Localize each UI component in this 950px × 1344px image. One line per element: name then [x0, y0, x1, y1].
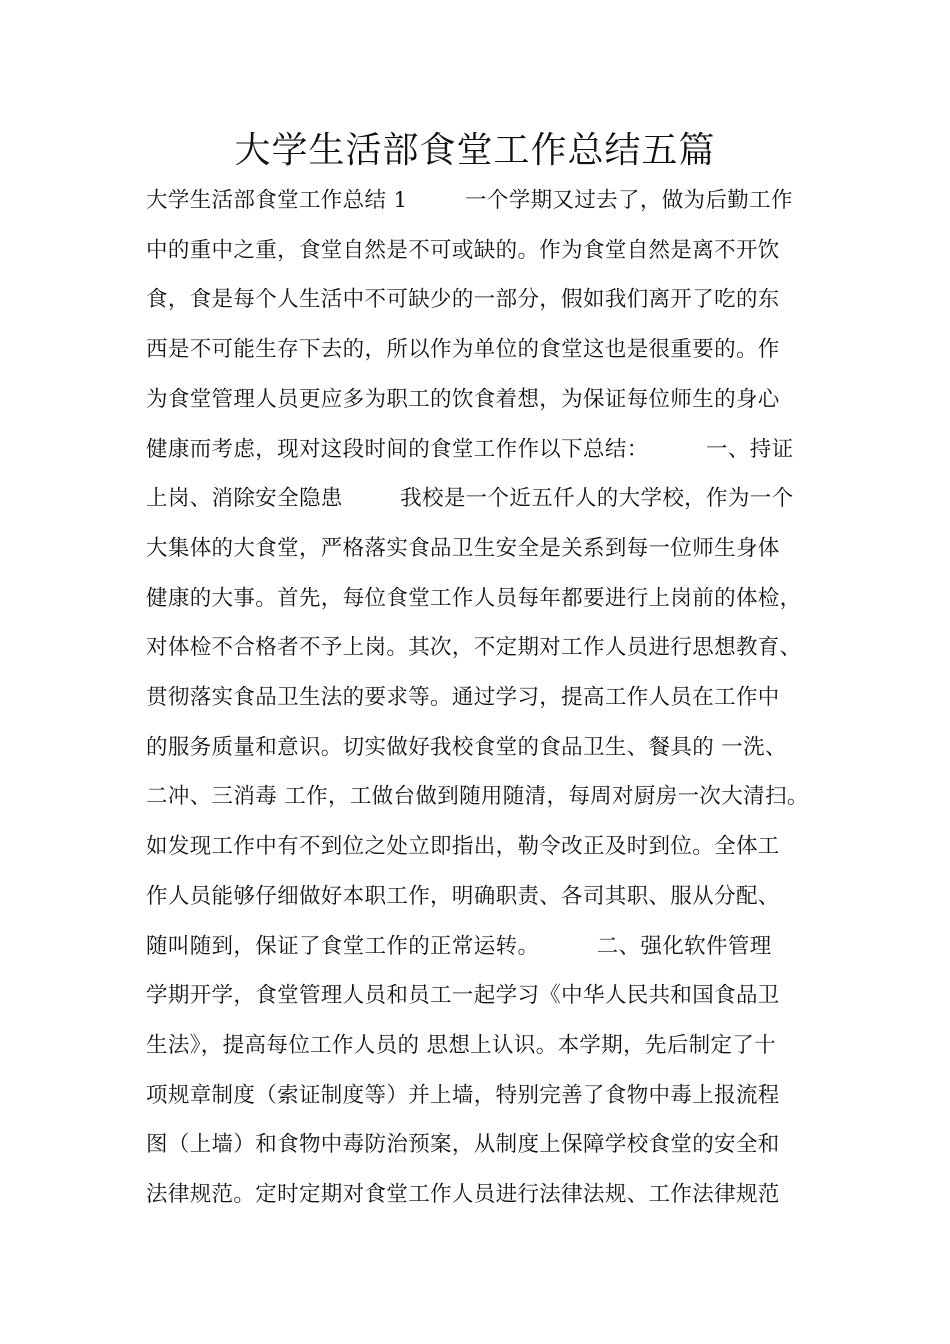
body-line: 的服务质量和意识。切实做好我校食堂的食品卫生、餐具的 一洗、 — [146, 734, 787, 760]
body-line: 随叫随到，保证了食堂工作的正常运转。 二、强化软件管理 — [146, 933, 772, 959]
body-line: 大集体的大食堂，严格落实食品卫生安全是关系到每一位师生身体 — [146, 535, 780, 561]
body-line: 贯彻落实食品卫生法的要求等。通过学习，提高工作人员在工作中 — [146, 685, 780, 710]
body-line: 法律规范。定时定期对食堂工作人员进行法律法规、工作法律规范 — [146, 1182, 780, 1207]
body-line: 项规章制度（索证制度等）并上墙，特别完善了食物中毒上报流程 — [146, 1082, 780, 1108]
body-line: 如发现工作中有不到位之处立即指出，勒令改正及时到位。全体工 — [146, 834, 780, 860]
body-line: 为食堂管理人员更应多为职工的饮食着想，为保证每位师生的身心 — [146, 386, 780, 412]
body-line: 西是不可能生存下去的，所以作为单位的食堂这也是很重要的。作 — [146, 337, 780, 363]
body-line: 生法》，提高每位工作人员的 思想上认识。本学期，先后制定了十 — [146, 1032, 777, 1058]
body-line: 健康而考虑，现对这段时间的食堂工作作以下总结： 一、持证 — [146, 436, 794, 462]
body-line: 食，食是每个人生活中不可缺少的一部分，假如我们离开了吃的东 — [146, 287, 780, 313]
body-line: 健康的大事。首先，每位食堂工作人员每年都要进行上岗前的体检， — [146, 585, 802, 611]
body-line: 对体检不合格者不予上岗。其次，不定期对工作人员进行思想教育、 — [146, 635, 802, 661]
body-line: 中的重中之重，食堂自然是不可或缺的。作为食堂自然是离不开饮 — [146, 237, 780, 263]
body-line: 大学生活部食堂工作总结 1 一个学期又过去了，做为后勤工作 — [146, 188, 793, 213]
document-title: 大学生活部食堂工作总结五篇 — [234, 130, 716, 171]
body-line: 二冲、三消毒 工作，工做台做到随用随清，每周对厨房一次大清扫。 — [146, 784, 809, 810]
body-line: 学期开学，食堂管理人员和员工一起学习《中华人民共和国食品卫 — [146, 983, 780, 1009]
body-line: 上岗、消除安全隐患 我校是一个近五仟人的大学校，作为一个 — [146, 486, 794, 512]
body-line: 作人员能够仔细做好本职工作，明确职责、各司其职、服从分配、 — [146, 883, 780, 909]
body-line: 图（上墙）和食物中毒防治预案，从制度上保障学校食堂的安全和 — [146, 1132, 780, 1158]
